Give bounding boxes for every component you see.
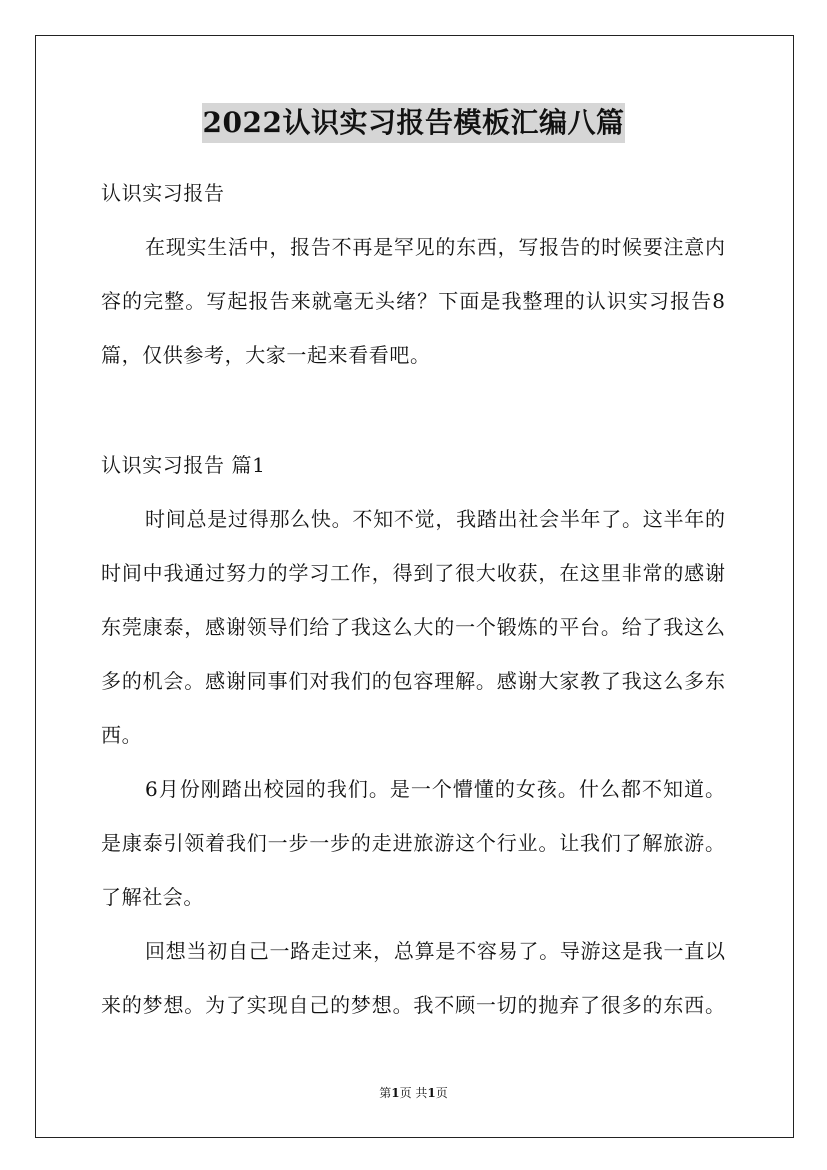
footer-suffix: 页: [435, 1086, 448, 1100]
footer-prefix: 第: [379, 1086, 392, 1100]
document-body: [101, 166, 725, 1032]
paragraph-line: 了解社会。: [101, 885, 204, 909]
intro-heading: 认识实习报告: [101, 181, 225, 205]
footer-page-number: 1: [391, 1086, 400, 1100]
paragraph-line: 容的完整。写起报告来就毫无头绪？下面是我整理的认识实习报告8: [101, 289, 725, 313]
section-paragraph: [101, 492, 725, 762]
footer-middle: 页 共: [399, 1086, 428, 1100]
page-footer: [0, 1084, 827, 1102]
paragraph-line: 6月份刚踏出校园的我们。是一个懵懂的女孩。什么都不知道。: [145, 777, 725, 801]
paragraph-line: 西。: [101, 723, 143, 747]
paragraph-line: 在现实生活中，报告不再是罕见的东西，写报告的时候要注意内: [145, 235, 725, 259]
paragraph-line: 篇，仅供参考，大家一起来看看吧。: [101, 343, 431, 367]
paragraph-line: 来的梦想。为了实现自己的梦想。我不顾一切的抛弃了很多的东西。: [101, 993, 725, 1017]
intro-paragraph: [101, 220, 725, 382]
section-paragraph: [101, 762, 725, 924]
document-title: 2022认识实习报告模板汇编八篇: [202, 103, 626, 143]
paragraph-line: 时间总是过得那么快。不知不觉，我踏出社会半年了。这半年的: [145, 507, 725, 531]
footer-total-pages: 1: [427, 1086, 436, 1100]
paragraph-line: 东莞康泰，感谢领导们给了我这么大的一个锻炼的平台。给了我这么: [101, 615, 725, 639]
paragraph-line: 回想当初自己一路走过来，总算是不容易了。导游这是我一直以: [145, 939, 725, 963]
section-paragraph: [101, 924, 725, 1032]
paragraph-line: 是康泰引领着我们一步一步的走进旅游这个行业。让我们了解旅游。: [101, 831, 725, 855]
title-row: [0, 103, 827, 143]
paragraph-line: 多的机会。感谢同事们对我们的包容理解。感谢大家教了我这么多东: [101, 669, 725, 693]
section-heading: 认识实习报告 篇1: [101, 453, 266, 477]
paragraph-line: 时间中我通过努力的学习工作，得到了很大收获，在这里非常的感谢: [101, 561, 725, 585]
blank-line: [101, 382, 725, 438]
